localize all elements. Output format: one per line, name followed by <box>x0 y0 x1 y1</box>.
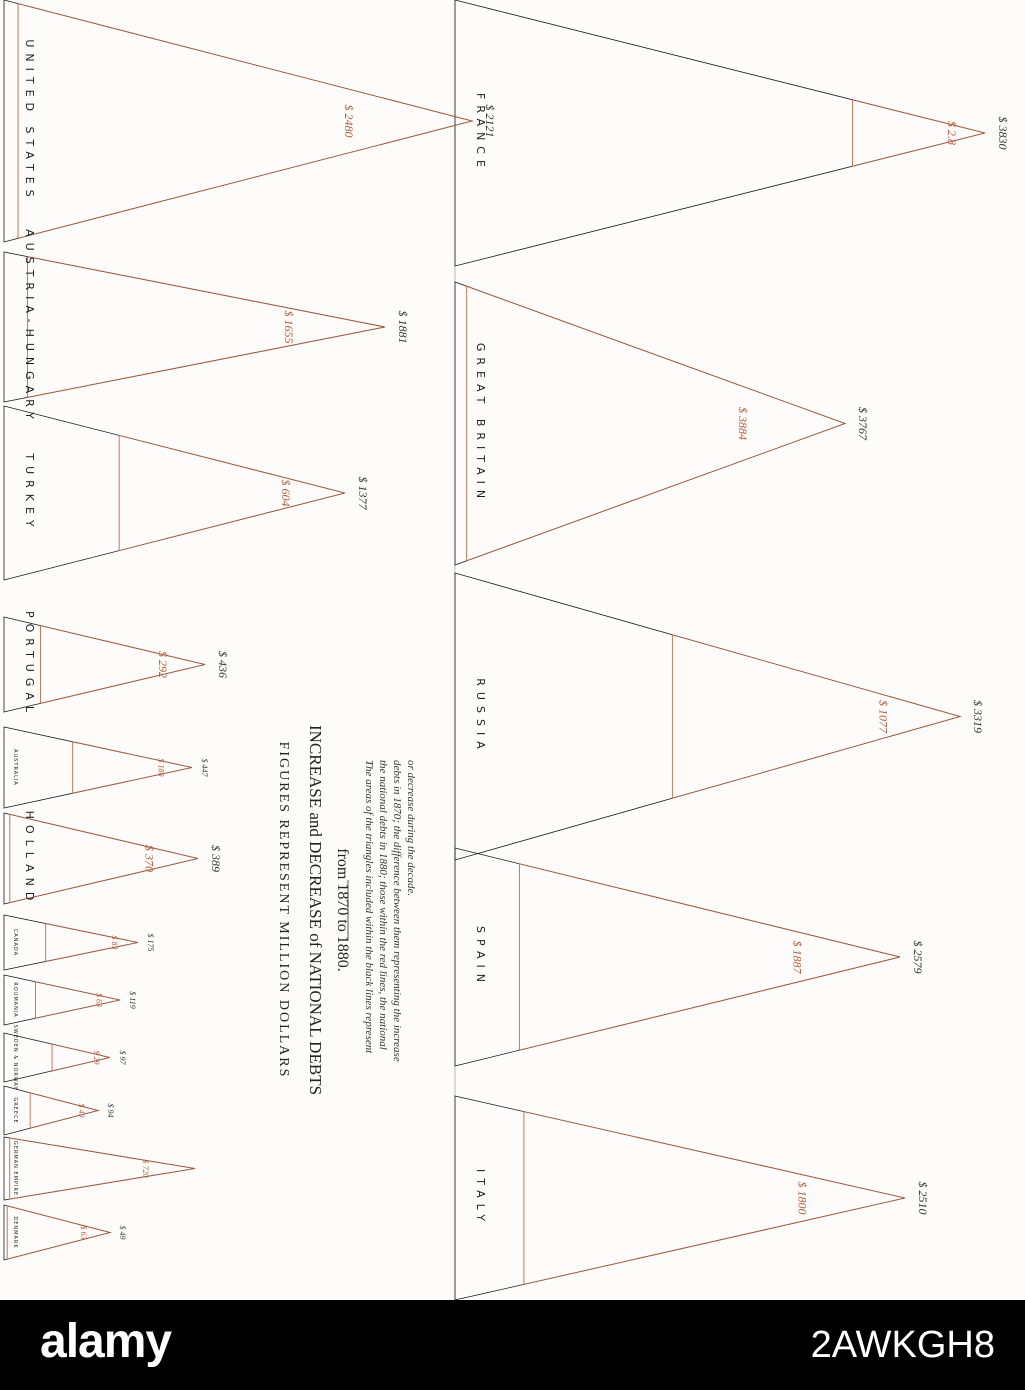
country-canada <box>4 915 155 970</box>
triangle-1870-turkey <box>119 435 345 550</box>
country-label-holland: HOLLAND <box>23 810 36 907</box>
value-1880-denmark: $ 49 <box>118 1225 127 1240</box>
country-label-roumania: ROUMANIA <box>12 982 18 1018</box>
value-1870-german-empire: $ 720 <box>141 1159 151 1178</box>
triangle-1870-german-empire <box>10 1138 195 1199</box>
value-1880-holland: $ 389 <box>209 845 223 872</box>
country-greece <box>4 1086 115 1135</box>
value-1870-great-britain: $ 3884 <box>736 407 751 440</box>
value-1880-greece: $ 94 <box>106 1103 115 1118</box>
value-1870-canada: $ 83 <box>110 935 120 950</box>
country-turkey <box>4 406 370 580</box>
triangle-1880-turkey <box>4 406 345 580</box>
triangle-1880-austria-hungary <box>4 252 385 402</box>
value-1880-spain: $ 2579 <box>911 940 925 974</box>
country-australia <box>4 727 209 808</box>
value-1870-austria-hungary: $ 1655 <box>281 310 296 344</box>
caption-line: The areas of the triangles included within the black lines represent <box>363 760 375 1054</box>
caption-line: the national debts in 1880; those within the red lines, the national <box>377 760 389 1050</box>
triangle-1880-united-states <box>4 0 472 242</box>
triangle-1870-france <box>853 100 986 167</box>
value-1870-france: $ 2.8 <box>944 121 959 145</box>
country-portugal <box>4 611 230 718</box>
triangle-1870-holland <box>10 814 198 902</box>
value-1870-spain: $ 1887 <box>790 940 805 974</box>
country-russia <box>455 573 985 860</box>
country-label-turkey: TURKEY <box>23 453 36 533</box>
value-1870-holland: $ 370 <box>142 845 157 872</box>
value-1870-sweden-norway: $ 29 <box>91 1050 101 1065</box>
alamy-logo: alamy <box>40 1315 172 1368</box>
country-sweden-norway <box>4 1025 127 1091</box>
caption-line: debts in 1870; the difference between them representing the increase <box>391 760 403 1062</box>
country-label-spain: SPAIN <box>474 926 487 988</box>
country-france <box>455 0 1010 266</box>
value-1880-austria-hungary: $ 1881 <box>396 310 410 344</box>
triangle-1870-united-states <box>18 4 472 239</box>
country-label-great-britain: GREAT BRITAIN <box>474 342 487 505</box>
triangle-1870-denmark <box>7 1206 110 1259</box>
value-1880-roumania: $ 119 <box>128 991 137 1009</box>
triangle-1870-canada <box>46 924 138 962</box>
country-label-united-states: UNITED STATES <box>23 39 36 203</box>
triangle-1880-italy <box>455 1096 905 1300</box>
country-label-australia: AUSTRALIA <box>12 749 18 786</box>
value-1870-australia: $ 180 <box>156 758 166 777</box>
country-united-states <box>4 0 497 242</box>
country-label-german-empire: GERMAN EMPIRE <box>12 1140 18 1197</box>
value-1870-portugal: $ 292 <box>155 651 170 678</box>
triangle-1870-spain <box>519 864 900 1050</box>
triangle-1870-australia <box>73 742 192 793</box>
triangle-1870-austria-hungary <box>28 257 385 398</box>
value-1870-united-states: $ 2480 <box>341 104 356 138</box>
value-1880-australia: $ 447 <box>200 758 209 777</box>
country-label-sweden-norway: SWEDEN & NORWAY <box>12 1024 18 1091</box>
triangle-1870-roumania <box>36 982 120 1018</box>
value-1870-russia: $ 1077 <box>876 700 891 733</box>
chart-title: INCREASE and DECREASE of NATIONAL DEBTS <box>306 724 325 1096</box>
units-note: FIGURES REPRESENT MILLION DOLLARS <box>276 741 291 1079</box>
value-1870-italy: $ 1800 <box>795 1181 810 1215</box>
country-label-italy: ITALY <box>474 1168 487 1228</box>
country-german-empire <box>4 1137 195 1200</box>
country-label-portugal: PORTUGAL <box>23 610 36 719</box>
country-label-greece: GREECE <box>12 1097 18 1124</box>
value-1880-sweden-norway: $ 97 <box>118 1050 127 1065</box>
country-italy <box>455 1096 930 1300</box>
triangle-1870-russia <box>672 635 960 798</box>
country-label-denmark: DENMARK <box>12 1216 18 1249</box>
value-1870-denmark: $ 63 <box>79 1225 89 1240</box>
triangle-1880-great-britain <box>455 282 845 565</box>
watermark-bar <box>0 1300 1025 1390</box>
triangle-1870-italy <box>524 1112 905 1285</box>
country-holland <box>4 811 223 907</box>
country-spain <box>455 848 925 1066</box>
triangle-1880-spain <box>455 848 900 1066</box>
triangle-1880-france <box>455 0 985 266</box>
country-label-canada: CANADA <box>12 928 18 957</box>
country-label-austria-hungary: AUSTRIA-HUNGARY <box>23 229 36 425</box>
country-label-france: FRANCE <box>474 93 487 173</box>
country-denmark <box>4 1205 127 1260</box>
image-id: 2AWKGH8 <box>810 1324 995 1366</box>
country-label-russia: RUSSIA <box>474 678 487 755</box>
value-1880-canada: $ 175 <box>146 933 155 952</box>
value-1880-russia: $ 3319 <box>971 700 985 733</box>
title-block <box>276 725 417 1095</box>
value-1880-united-states: $ 2121 <box>483 104 497 138</box>
country-great-britain <box>455 282 870 565</box>
value-1880-france: $ 3830 <box>996 116 1010 150</box>
value-1880-turkey: $ 1377 <box>356 476 370 510</box>
value-1870-turkey: $ 604 <box>278 479 293 507</box>
triangle-1880-german-empire <box>4 1137 195 1200</box>
country-austria-hungary <box>4 229 410 425</box>
value-1870-greece: $ 49 <box>76 1103 86 1118</box>
country-roumania <box>4 975 137 1025</box>
value-1870-roumania: $ 63 <box>94 993 104 1007</box>
triangle-1880-denmark <box>4 1205 110 1260</box>
value-1880-italy: $ 2510 <box>916 1181 930 1215</box>
triangle-1870-greece <box>30 1093 98 1128</box>
value-1880-portugal: $ 436 <box>216 651 230 678</box>
triangle-1870-portugal <box>41 626 205 704</box>
triangle-1870-great-britain <box>467 286 845 561</box>
caption-line: or decrease during the decade. <box>405 760 417 897</box>
chart-subtitle: from 1870 to 1880. <box>334 848 351 972</box>
value-1880-great-britain: $ 3767 <box>856 407 870 440</box>
